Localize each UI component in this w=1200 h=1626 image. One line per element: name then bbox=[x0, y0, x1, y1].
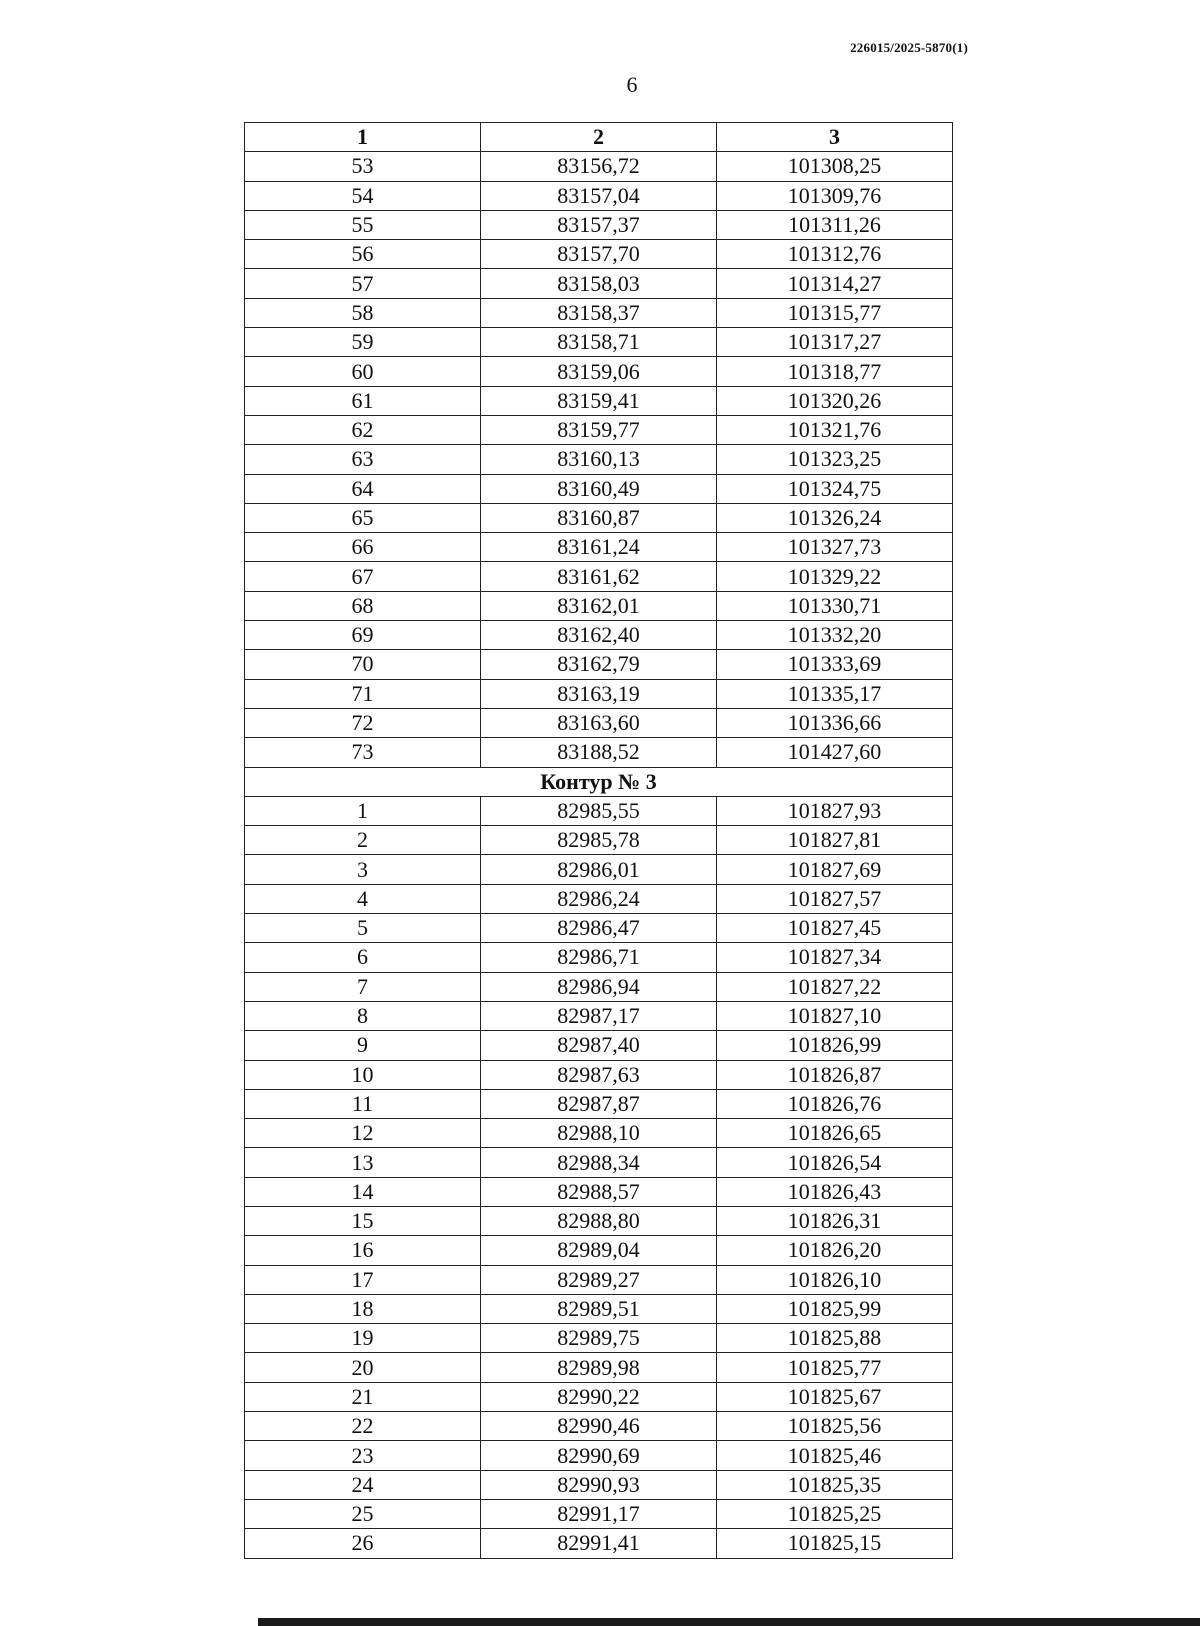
x-coordinate-cell: 83160,49 bbox=[481, 474, 717, 503]
y-coordinate-cell: 101825,77 bbox=[717, 1353, 953, 1382]
y-coordinate-cell: 101827,93 bbox=[717, 796, 953, 825]
point-number-cell: 59 bbox=[245, 328, 481, 357]
x-coordinate-cell: 83159,41 bbox=[481, 386, 717, 415]
x-coordinate-cell: 82989,51 bbox=[481, 1294, 717, 1323]
x-coordinate-cell: 83162,01 bbox=[481, 591, 717, 620]
y-coordinate-cell: 101324,75 bbox=[717, 474, 953, 503]
section-header-row bbox=[245, 767, 953, 796]
table-body-part2 bbox=[245, 796, 953, 1558]
x-coordinate-cell: 82989,27 bbox=[481, 1265, 717, 1294]
y-coordinate-cell: 101825,99 bbox=[717, 1294, 953, 1323]
table-row bbox=[245, 621, 953, 650]
y-coordinate-cell: 101825,25 bbox=[717, 1499, 953, 1528]
table-row bbox=[245, 591, 953, 620]
column-header: 3 bbox=[717, 123, 953, 152]
coordinates-table bbox=[244, 122, 953, 1559]
x-coordinate-cell: 83157,04 bbox=[481, 181, 717, 210]
y-coordinate-cell: 101826,99 bbox=[717, 1031, 953, 1060]
point-number-cell: 66 bbox=[245, 533, 481, 562]
point-number-cell: 18 bbox=[245, 1294, 481, 1323]
point-number-cell: 54 bbox=[245, 181, 481, 210]
x-coordinate-cell: 83158,37 bbox=[481, 298, 717, 327]
x-coordinate-cell: 82985,55 bbox=[481, 796, 717, 825]
point-number-cell: 2 bbox=[245, 826, 481, 855]
x-coordinate-cell: 83163,60 bbox=[481, 708, 717, 737]
x-coordinate-cell: 82988,57 bbox=[481, 1177, 717, 1206]
table-row bbox=[245, 1294, 953, 1323]
x-coordinate-cell: 82987,63 bbox=[481, 1060, 717, 1089]
point-number-cell: 19 bbox=[245, 1324, 481, 1353]
table-row bbox=[245, 1236, 953, 1265]
point-number-cell: 17 bbox=[245, 1265, 481, 1294]
table-row bbox=[245, 1441, 953, 1470]
point-number-cell: 71 bbox=[245, 679, 481, 708]
table-row bbox=[245, 503, 953, 532]
y-coordinate-cell: 101826,87 bbox=[717, 1060, 953, 1089]
point-number-cell: 5 bbox=[245, 914, 481, 943]
point-number-cell: 6 bbox=[245, 943, 481, 972]
y-coordinate-cell: 101827,10 bbox=[717, 1001, 953, 1030]
y-coordinate-cell: 101827,34 bbox=[717, 943, 953, 972]
column-header: 1 bbox=[245, 123, 481, 152]
point-number-cell: 11 bbox=[245, 1089, 481, 1118]
point-number-cell: 72 bbox=[245, 708, 481, 737]
point-number-cell: 60 bbox=[245, 357, 481, 386]
y-coordinate-cell: 101825,46 bbox=[717, 1441, 953, 1470]
point-number-cell: 69 bbox=[245, 621, 481, 650]
x-coordinate-cell: 82991,41 bbox=[481, 1529, 717, 1558]
x-coordinate-cell: 82986,71 bbox=[481, 943, 717, 972]
table-row bbox=[245, 738, 953, 767]
y-coordinate-cell: 101826,10 bbox=[717, 1265, 953, 1294]
table-row bbox=[245, 1470, 953, 1499]
y-coordinate-cell: 101827,81 bbox=[717, 826, 953, 855]
table-row bbox=[245, 386, 953, 415]
point-number-cell: 26 bbox=[245, 1529, 481, 1558]
table-row bbox=[245, 415, 953, 444]
y-coordinate-cell: 101826,31 bbox=[717, 1206, 953, 1235]
point-number-cell: 63 bbox=[245, 445, 481, 474]
y-coordinate-cell: 101332,20 bbox=[717, 621, 953, 650]
y-coordinate-cell: 101826,76 bbox=[717, 1089, 953, 1118]
x-coordinate-cell: 82986,24 bbox=[481, 884, 717, 913]
table-row bbox=[245, 269, 953, 298]
y-coordinate-cell: 101826,54 bbox=[717, 1148, 953, 1177]
y-coordinate-cell: 101427,60 bbox=[717, 738, 953, 767]
y-coordinate-cell: 101315,77 bbox=[717, 298, 953, 327]
point-number-cell: 58 bbox=[245, 298, 481, 327]
x-coordinate-cell: 82990,93 bbox=[481, 1470, 717, 1499]
x-coordinate-cell: 82990,46 bbox=[481, 1412, 717, 1441]
x-coordinate-cell: 82985,78 bbox=[481, 826, 717, 855]
y-coordinate-cell: 101826,65 bbox=[717, 1119, 953, 1148]
x-coordinate-cell: 82990,69 bbox=[481, 1441, 717, 1470]
table-header-row bbox=[245, 123, 953, 152]
point-number-cell: 73 bbox=[245, 738, 481, 767]
point-number-cell: 61 bbox=[245, 386, 481, 415]
y-coordinate-cell: 101827,57 bbox=[717, 884, 953, 913]
x-coordinate-cell: 83160,13 bbox=[481, 445, 717, 474]
table-row bbox=[245, 1499, 953, 1528]
table-row bbox=[245, 1206, 953, 1235]
x-coordinate-cell: 82987,40 bbox=[481, 1031, 717, 1060]
y-coordinate-cell: 101825,15 bbox=[717, 1529, 953, 1558]
table-row bbox=[245, 1265, 953, 1294]
table-row bbox=[245, 972, 953, 1001]
x-coordinate-cell: 82988,80 bbox=[481, 1206, 717, 1235]
x-coordinate-cell: 83158,03 bbox=[481, 269, 717, 298]
point-number-cell: 12 bbox=[245, 1119, 481, 1148]
y-coordinate-cell: 101329,22 bbox=[717, 562, 953, 591]
point-number-cell: 25 bbox=[245, 1499, 481, 1528]
document-number: 226015/2025-5870(1) bbox=[850, 40, 968, 55]
table-row bbox=[245, 357, 953, 386]
x-coordinate-cell: 83161,24 bbox=[481, 533, 717, 562]
page-number: 6 bbox=[626, 72, 638, 97]
table-row bbox=[245, 1148, 953, 1177]
x-coordinate-cell: 82988,34 bbox=[481, 1148, 717, 1177]
y-coordinate-cell: 101826,20 bbox=[717, 1236, 953, 1265]
x-coordinate-cell: 82989,98 bbox=[481, 1353, 717, 1382]
y-coordinate-cell: 101825,88 bbox=[717, 1324, 953, 1353]
table-row bbox=[245, 884, 953, 913]
y-coordinate-cell: 101825,35 bbox=[717, 1470, 953, 1499]
y-coordinate-cell: 101309,76 bbox=[717, 181, 953, 210]
y-coordinate-cell: 101326,24 bbox=[717, 503, 953, 532]
table-row bbox=[245, 855, 953, 884]
table-row bbox=[245, 796, 953, 825]
y-coordinate-cell: 101333,69 bbox=[717, 650, 953, 679]
y-coordinate-cell: 101311,26 bbox=[717, 210, 953, 239]
point-number-cell: 7 bbox=[245, 972, 481, 1001]
point-number-cell: 53 bbox=[245, 152, 481, 181]
point-number-cell: 20 bbox=[245, 1353, 481, 1382]
y-coordinate-cell: 101825,67 bbox=[717, 1382, 953, 1411]
table-row bbox=[245, 1177, 953, 1206]
scan-edge-bar bbox=[258, 1618, 1200, 1626]
point-number-cell: 56 bbox=[245, 240, 481, 269]
y-coordinate-cell: 101327,73 bbox=[717, 533, 953, 562]
point-number-cell: 21 bbox=[245, 1382, 481, 1411]
y-coordinate-cell: 101321,76 bbox=[717, 415, 953, 444]
x-coordinate-cell: 82989,75 bbox=[481, 1324, 717, 1353]
column-header: 2 bbox=[481, 123, 717, 152]
table-row bbox=[245, 1060, 953, 1089]
point-number-cell: 1 bbox=[245, 796, 481, 825]
table-row bbox=[245, 826, 953, 855]
table-row bbox=[245, 1529, 953, 1558]
point-number-cell: 65 bbox=[245, 503, 481, 532]
y-coordinate-cell: 101330,71 bbox=[717, 591, 953, 620]
section-title: Контур № 3 bbox=[245, 767, 953, 796]
table-row bbox=[245, 240, 953, 269]
x-coordinate-cell: 82990,22 bbox=[481, 1382, 717, 1411]
x-coordinate-cell: 82986,94 bbox=[481, 972, 717, 1001]
x-coordinate-cell: 83159,77 bbox=[481, 415, 717, 444]
point-number-cell: 24 bbox=[245, 1470, 481, 1499]
table-row bbox=[245, 328, 953, 357]
point-number-cell: 16 bbox=[245, 1236, 481, 1265]
x-coordinate-cell: 83157,37 bbox=[481, 210, 717, 239]
y-coordinate-cell: 101317,27 bbox=[717, 328, 953, 357]
table-row bbox=[245, 1353, 953, 1382]
x-coordinate-cell: 82987,17 bbox=[481, 1001, 717, 1030]
x-coordinate-cell: 83161,62 bbox=[481, 562, 717, 591]
point-number-cell: 68 bbox=[245, 591, 481, 620]
x-coordinate-cell: 82987,87 bbox=[481, 1089, 717, 1118]
x-coordinate-cell: 82986,47 bbox=[481, 914, 717, 943]
point-number-cell: 23 bbox=[245, 1441, 481, 1470]
table-row bbox=[245, 1119, 953, 1148]
point-number-cell: 10 bbox=[245, 1060, 481, 1089]
y-coordinate-cell: 101827,69 bbox=[717, 855, 953, 884]
table-row bbox=[245, 1382, 953, 1411]
point-number-cell: 64 bbox=[245, 474, 481, 503]
x-coordinate-cell: 82989,04 bbox=[481, 1236, 717, 1265]
x-coordinate-cell: 82986,01 bbox=[481, 855, 717, 884]
point-number-cell: 3 bbox=[245, 855, 481, 884]
y-coordinate-cell: 101308,25 bbox=[717, 152, 953, 181]
table-row bbox=[245, 943, 953, 972]
x-coordinate-cell: 83156,72 bbox=[481, 152, 717, 181]
table-row bbox=[245, 650, 953, 679]
table-row bbox=[245, 152, 953, 181]
point-number-cell: 57 bbox=[245, 269, 481, 298]
table-row bbox=[245, 181, 953, 210]
y-coordinate-cell: 101826,43 bbox=[717, 1177, 953, 1206]
table-row bbox=[245, 445, 953, 474]
point-number-cell: 22 bbox=[245, 1412, 481, 1441]
table-row bbox=[245, 1031, 953, 1060]
x-coordinate-cell: 83160,87 bbox=[481, 503, 717, 532]
table-row bbox=[245, 914, 953, 943]
x-coordinate-cell: 83157,70 bbox=[481, 240, 717, 269]
point-number-cell: 8 bbox=[245, 1001, 481, 1030]
point-number-cell: 9 bbox=[245, 1031, 481, 1060]
table-row bbox=[245, 210, 953, 239]
table-row bbox=[245, 1001, 953, 1030]
y-coordinate-cell: 101312,76 bbox=[717, 240, 953, 269]
y-coordinate-cell: 101827,22 bbox=[717, 972, 953, 1001]
y-coordinate-cell: 101336,66 bbox=[717, 708, 953, 737]
table-row bbox=[245, 474, 953, 503]
x-coordinate-cell: 83163,19 bbox=[481, 679, 717, 708]
y-coordinate-cell: 101825,56 bbox=[717, 1412, 953, 1441]
y-coordinate-cell: 101318,77 bbox=[717, 357, 953, 386]
section-header-group bbox=[245, 767, 953, 796]
table-row bbox=[245, 298, 953, 327]
point-number-cell: 4 bbox=[245, 884, 481, 913]
point-number-cell: 14 bbox=[245, 1177, 481, 1206]
table-row bbox=[245, 1089, 953, 1118]
table-row bbox=[245, 533, 953, 562]
point-number-cell: 62 bbox=[245, 415, 481, 444]
point-number-cell: 55 bbox=[245, 210, 481, 239]
x-coordinate-cell: 83188,52 bbox=[481, 738, 717, 767]
point-number-cell: 70 bbox=[245, 650, 481, 679]
point-number-cell: 67 bbox=[245, 562, 481, 591]
y-coordinate-cell: 101827,45 bbox=[717, 914, 953, 943]
y-coordinate-cell: 101335,17 bbox=[717, 679, 953, 708]
y-coordinate-cell: 101323,25 bbox=[717, 445, 953, 474]
x-coordinate-cell: 83162,40 bbox=[481, 621, 717, 650]
y-coordinate-cell: 101314,27 bbox=[717, 269, 953, 298]
x-coordinate-cell: 83162,79 bbox=[481, 650, 717, 679]
table-row bbox=[245, 562, 953, 591]
table-row bbox=[245, 679, 953, 708]
x-coordinate-cell: 83159,06 bbox=[481, 357, 717, 386]
x-coordinate-cell: 82991,17 bbox=[481, 1499, 717, 1528]
table-row bbox=[245, 708, 953, 737]
point-number-cell: 13 bbox=[245, 1148, 481, 1177]
point-number-cell: 15 bbox=[245, 1206, 481, 1235]
table-body-part1 bbox=[245, 152, 953, 767]
x-coordinate-cell: 82988,10 bbox=[481, 1119, 717, 1148]
x-coordinate-cell: 83158,71 bbox=[481, 328, 717, 357]
table-row bbox=[245, 1324, 953, 1353]
y-coordinate-cell: 101320,26 bbox=[717, 386, 953, 415]
table-row bbox=[245, 1412, 953, 1441]
